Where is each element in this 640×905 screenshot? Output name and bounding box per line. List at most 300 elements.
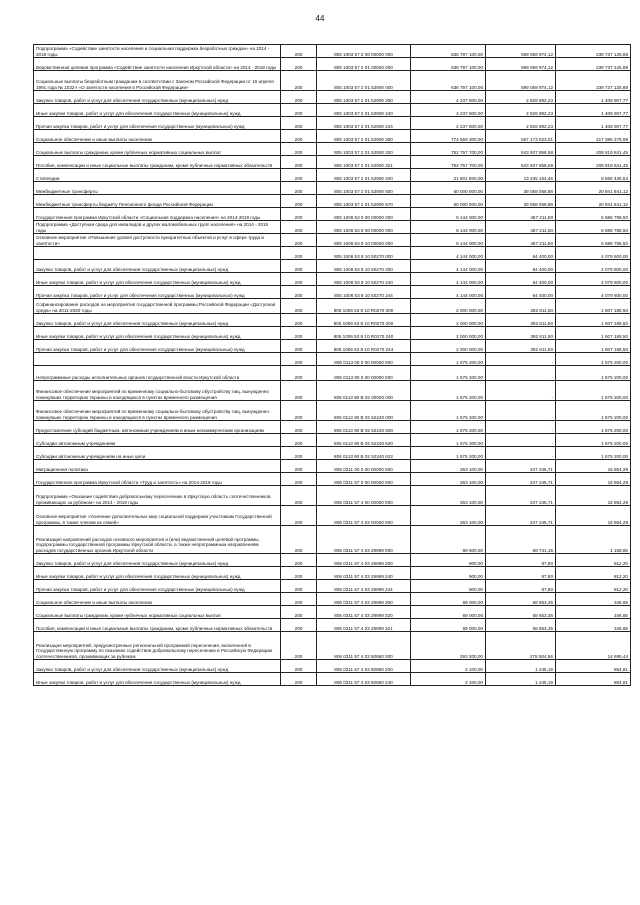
cell-name: Реализация мероприятий, предусмотренных региональной программой переселения, включенной в Государственную программу по оказанию содействия добровольному переселению в Российскую Федерацию соотечественников, проживающих за рубежом bbox=[34, 632, 281, 660]
cell-code2: 805 1003 57 2 01 52900 200 bbox=[317, 91, 411, 104]
cell-code2: 805 1003 57 2 01 52900 300 bbox=[317, 130, 411, 143]
cell-v2: 87,80 bbox=[486, 554, 556, 567]
cell-code2: 805 1003 57 2 01 52900 500 bbox=[317, 182, 411, 195]
cell-v3: 854,81 bbox=[556, 660, 631, 673]
cell-v2: - bbox=[486, 421, 556, 434]
cell-v2: 347 245,71 bbox=[486, 460, 556, 473]
table-body bbox=[34, 45, 631, 686]
cell-name: Ведомственная целевая программа «Содействие занятости населения Иркутской области» на 2014 - 2018 годы bbox=[34, 58, 281, 71]
table-row bbox=[34, 366, 631, 381]
cell-v3: 812,20 bbox=[556, 567, 631, 580]
cell-v3: 15 854,29 bbox=[556, 460, 631, 473]
cell-v3: 1 408 907,77 bbox=[556, 104, 631, 117]
cell-v3: 15 854,29 bbox=[556, 486, 631, 506]
cell-name: Подпрограмма «Доступная среда для инвалидов и других маломобильных групп населения» на 2014 - 2018 годы bbox=[34, 221, 281, 234]
cell-name: Финансовое обеспечение мероприятий по временному социально-бытовому обустройству лиц, вынужденно покинувших территорию Украины и находящихся в пунктах временного размещения bbox=[34, 401, 281, 421]
cell-code2: 805 1003 57 2 01 52900 570 bbox=[317, 195, 411, 208]
cell-v1: 752 757 700,00 bbox=[411, 143, 486, 156]
cell-code1: 200 bbox=[281, 314, 317, 327]
cell-v3: 15 854,29 bbox=[556, 473, 631, 486]
cell-code2: 805 1006 53 8 10 00000 000 bbox=[317, 234, 411, 247]
cell-v2: 392 811,50 bbox=[486, 314, 556, 327]
cell-code2: 806 0311 57 4 03 29999 320 bbox=[317, 606, 411, 619]
cell-name: Финансовое обеспечение мероприятий по временному социально-бытовому обустройству лиц, вынужденно покинувших территорию Украины и находящихся в пунктах временного размещения bbox=[34, 381, 281, 401]
cell-code1: 200 bbox=[281, 632, 317, 660]
table-row bbox=[34, 58, 631, 71]
cell-v1: 2 000 000,00 bbox=[411, 314, 486, 327]
budget-execution-table bbox=[33, 44, 631, 686]
cell-v2: 68 653,35 bbox=[486, 619, 556, 632]
cell-name: Субсидии автономным учреждениям bbox=[34, 434, 281, 447]
table-row bbox=[34, 327, 631, 340]
cell-v2: 64 400,00 bbox=[486, 260, 556, 273]
cell-v2: 2 828 892,23 bbox=[486, 117, 556, 130]
cell-code1: 200 bbox=[281, 401, 317, 421]
cell-v2: 599 059 974,12 bbox=[486, 58, 556, 71]
cell-v1: 60 000 000,00 bbox=[411, 182, 486, 195]
cell-code2: 806 0113 90 В 02 00000 000 bbox=[317, 381, 411, 401]
cell-v2: 2 828 892,23 bbox=[486, 104, 556, 117]
cell-code2: 805 1003 57 2 01 52900 000 bbox=[317, 71, 411, 91]
cell-code1: 200 bbox=[281, 273, 317, 286]
cell-code1: 200 bbox=[281, 221, 317, 234]
cell-code1: 200 bbox=[281, 286, 317, 299]
cell-code1: 200 bbox=[281, 208, 317, 221]
table-row bbox=[34, 260, 631, 273]
cell-v2: 2 828 892,23 bbox=[486, 91, 556, 104]
cell-code2: 805 1003 57 2 00 00000 000 bbox=[317, 45, 411, 58]
cell-v2: 64 400,00 bbox=[486, 286, 556, 299]
cell-v3: 239 737 125,88 bbox=[556, 45, 631, 58]
cell-v2: 543 937 858,58 bbox=[486, 143, 556, 156]
cell-v2: 39 058 058,88 bbox=[486, 195, 556, 208]
cell-code2: 805 1006 53 8 10 R0270 200 bbox=[317, 314, 411, 327]
cell-code2: 806 0311 57 4 03 29999 000 bbox=[317, 526, 411, 554]
cell-name: Иные закупки товаров, работ и услуг для обеспечения государственных (муниципальных) нужд bbox=[34, 104, 281, 117]
table-row bbox=[34, 234, 631, 247]
cell-name: Прочая закупка товаров, работ и услуг для обеспечения государственных (муниципальных) нужд bbox=[34, 580, 281, 593]
table-row bbox=[34, 580, 631, 593]
cell-v2: 557 173 023,01 bbox=[486, 130, 556, 143]
cell-v2: 68 653,35 bbox=[486, 606, 556, 619]
cell-name: Пособия, компенсации и иные социальные выплаты гражданам, кроме публичных нормативных обязательств bbox=[34, 156, 281, 169]
cell-v1: 2 000 000,00 bbox=[411, 327, 486, 340]
cell-v2: 68 653,35 bbox=[486, 593, 556, 606]
cell-v2: - bbox=[486, 434, 556, 447]
cell-v3: 1 408 907,77 bbox=[556, 117, 631, 130]
cell-v3: 1 607 188,50 bbox=[556, 314, 631, 327]
table-row bbox=[34, 221, 631, 234]
cell-v3: 1 675 200,00 bbox=[556, 366, 631, 381]
cell-name: Подпрограмма «Содействие занятости населения и социальная поддержка безработных граждан» на 2014 - 2018 годы bbox=[34, 45, 281, 58]
cell-code1: 200 bbox=[281, 260, 317, 273]
cell-code1: 200 bbox=[281, 247, 317, 260]
cell-v3: 1 675 200,00 bbox=[556, 353, 631, 366]
cell-v3: 1 607 188,50 bbox=[556, 299, 631, 314]
cell-v1: 1 675 200,00 bbox=[411, 401, 486, 421]
cell-v1: 69 000,00 bbox=[411, 619, 486, 632]
table-row bbox=[34, 71, 631, 91]
cell-v1: 900,00 bbox=[411, 580, 486, 593]
cell-name: Подпрограмма «Оказание содействия добровольному переселению в Иркутскую область соотечественников, проживающих за рубежом» на 2014 - 2018 годы bbox=[34, 486, 281, 506]
cell-v3: 217 386 276,99 bbox=[556, 130, 631, 143]
table-row bbox=[34, 208, 631, 221]
cell-v2: 599 059 974,12 bbox=[486, 45, 556, 58]
table-row bbox=[34, 632, 631, 660]
cell-v3: 1 158,85 bbox=[556, 526, 631, 554]
cell-code1: 200 bbox=[281, 554, 317, 567]
cell-v3: 1 675 200,00 bbox=[556, 421, 631, 434]
cell-name: Прочая закупка товаров, работ и услуг для обеспечения государственных (муниципальных) нужд bbox=[34, 117, 281, 130]
table-row bbox=[34, 506, 631, 526]
cell-v1: 4 144 000,00 bbox=[411, 247, 486, 260]
cell-code2: 806 0311 57 4 00 00000 000 bbox=[317, 486, 411, 506]
cell-v3: 208 819 841,45 bbox=[556, 143, 631, 156]
cell-name: Иные закупки товаров, работ и услуг для обеспечения государственных (муниципальных) нужд bbox=[34, 567, 281, 580]
cell-v1: 6 144 000,00 bbox=[411, 208, 486, 221]
cell-v3: 854,81 bbox=[556, 673, 631, 686]
cell-code2: 805 1006 53 8 00 00000 000 bbox=[317, 221, 411, 234]
table-row bbox=[34, 606, 631, 619]
cell-v2: 392 811,50 bbox=[486, 340, 556, 353]
cell-name: Социальные выплаты безработным гражданам в соответствии с Законом Российской Федерации от 19 апреля 1991 года № 1032-I «О занятости населения в Российской Федерации» bbox=[34, 71, 281, 91]
cell-name: Закупка товаров, работ и услуг для обеспечения государственных (муниципальных) нужд bbox=[34, 660, 281, 673]
cell-v3: 1 408 907,77 bbox=[556, 91, 631, 104]
cell-code2: 806 0311 57 0 00 00000 000 bbox=[317, 473, 411, 486]
cell-v3: 1 675 200,00 bbox=[556, 381, 631, 401]
cell-code2: 805 1006 53 8 10 R0270 244 bbox=[317, 340, 411, 353]
cell-v2: 347 245,71 bbox=[486, 486, 556, 506]
cell-name: Закупка товаров, работ и услуг для обеспечения государственных (муниципальных) нужд bbox=[34, 260, 281, 273]
cell-v2: 457 211,50 bbox=[486, 208, 556, 221]
cell-v2: 1 245,19 bbox=[486, 673, 556, 686]
cell-name: Государственная программа Иркутской области «Социальная поддержка населения» на 2014-2018 годы bbox=[34, 208, 281, 221]
cell-v3: 208 819 841,45 bbox=[556, 156, 631, 169]
table-row bbox=[34, 169, 631, 182]
cell-v1: 636 797 100,00 bbox=[411, 58, 486, 71]
cell-v2: - bbox=[486, 447, 556, 460]
cell-v1: 4 144 000,00 bbox=[411, 260, 486, 273]
cell-name: Субсидии автономным учреждениям на иные цели bbox=[34, 447, 281, 460]
cell-v1: 69 000,00 bbox=[411, 606, 486, 619]
cell-v1: 1 675 200,00 bbox=[411, 434, 486, 447]
cell-code1: 200 bbox=[281, 182, 317, 195]
cell-v1: 6 144 000,00 bbox=[411, 221, 486, 234]
cell-v3: 4 079 600,00 bbox=[556, 286, 631, 299]
cell-name: Государственная программа Иркутской области «Труд и занятость» на 2014-2018 годы bbox=[34, 473, 281, 486]
cell-name: Реализация направлений расходов основного мероприятия и (или) ведомственной целевой программы, подпрограммы государственной программы Иркутской области, а также непрограммным направлениям расходов государственных органов Иркутской области bbox=[34, 526, 281, 554]
cell-code1: 200 bbox=[281, 366, 317, 381]
cell-v1: 900,00 bbox=[411, 554, 486, 567]
cell-code2: 806 0311 57 4 03 00000 000 bbox=[317, 506, 411, 526]
cell-code2: 806 0113 90 0 00 00000 000 bbox=[317, 366, 411, 381]
cell-code1: 200 bbox=[281, 104, 317, 117]
cell-v2: 13 235 164,46 bbox=[486, 169, 556, 182]
cell-code1: 200 bbox=[281, 299, 317, 314]
cell-v1: 2 100,00 bbox=[411, 673, 486, 686]
cell-name: Основное мероприятие «Повышение уровня доступности приоритетных объектов и услуг в сфере труда и занятости» bbox=[34, 234, 281, 247]
cell-name: Закупка товаров, работ и услуг для обеспечения государственных (муниципальных) нужд bbox=[34, 314, 281, 327]
cell-code1: 200 bbox=[281, 673, 317, 686]
cell-code2: 805 1003 57 2 01 52900 340 bbox=[317, 169, 411, 182]
cell-code2: 805 1003 57 2 01 52900 240 bbox=[317, 104, 411, 117]
cell-code1: 200 bbox=[281, 606, 317, 619]
cell-code2: 806 0113 90 В 02 52240 622 bbox=[317, 447, 411, 460]
cell-code1: 200 bbox=[281, 353, 317, 366]
cell-v3: 346,65 bbox=[556, 606, 631, 619]
cell-v2: 543 937 858,58 bbox=[486, 156, 556, 169]
cell-code2: 806 0311 57 4 03 29999 240 bbox=[317, 567, 411, 580]
cell-v2: 278 504,56 bbox=[486, 632, 556, 660]
cell-v3: 4 079 600,00 bbox=[556, 247, 631, 260]
cell-v3: 346,65 bbox=[556, 619, 631, 632]
cell-code2: 805 1003 57 2 01 00000 000 bbox=[317, 58, 411, 71]
cell-v1: 363 100,00 bbox=[411, 506, 486, 526]
cell-code1: 200 bbox=[281, 567, 317, 580]
cell-code1: 200 bbox=[281, 234, 317, 247]
cell-name: Прочая закупка товаров, работ и услуг для обеспечения государственных (муниципальных) нужд bbox=[34, 286, 281, 299]
cell-code1: 200 bbox=[281, 327, 317, 340]
table-row bbox=[34, 286, 631, 299]
cell-name bbox=[34, 353, 281, 366]
cell-code2: 805 1006 53 8 10 50270 240 bbox=[317, 273, 411, 286]
cell-code1: 200 bbox=[281, 130, 317, 143]
cell-v1: 2 100,00 bbox=[411, 660, 486, 673]
cell-code2: 806 0311 57 4 03 29999 200 bbox=[317, 554, 411, 567]
cell-code2: 805 1003 57 2 01 52900 321 bbox=[317, 156, 411, 169]
cell-code2: 806 0113 90 В 02 52240 620 bbox=[317, 434, 411, 447]
cell-v1: 1 675 200,00 bbox=[411, 353, 486, 366]
cell-v1: 21 801 600,00 bbox=[411, 169, 486, 182]
cell-v2: 457 211,50 bbox=[486, 221, 556, 234]
cell-code2: 805 1006 53 8 10 50270 200 bbox=[317, 260, 411, 273]
cell-v1: 4 144 000,00 bbox=[411, 286, 486, 299]
cell-code1: 200 bbox=[281, 486, 317, 506]
cell-code2: 805 1003 57 2 01 52900 244 bbox=[317, 117, 411, 130]
table-row bbox=[34, 299, 631, 314]
cell-name: Иные закупки товаров, работ и услуг для обеспечения государственных (муниципальных) нужд bbox=[34, 673, 281, 686]
table-row bbox=[34, 401, 631, 421]
table-row bbox=[34, 593, 631, 606]
cell-code2: 806 0311 00 0 00 00000 000 bbox=[317, 460, 411, 473]
cell-v1: 1 675 200,00 bbox=[411, 447, 486, 460]
cell-v3: 5 686 788,50 bbox=[556, 234, 631, 247]
cell-v1: 4 237 800,00 bbox=[411, 117, 486, 130]
cell-name: Закупка товаров, работ и услуг для обеспечения государственных (муниципальных) нужд bbox=[34, 554, 281, 567]
table-row bbox=[34, 91, 631, 104]
cell-v3: 1 607 188,50 bbox=[556, 327, 631, 340]
cell-code1: 200 bbox=[281, 526, 317, 554]
cell-v1: 69 000,00 bbox=[411, 593, 486, 606]
cell-v3: 239 737 125,88 bbox=[556, 58, 631, 71]
cell-v2: 68 741,15 bbox=[486, 526, 556, 554]
table-row bbox=[34, 660, 631, 673]
cell-v2: 87,80 bbox=[486, 567, 556, 580]
cell-code1: 200 bbox=[281, 195, 317, 208]
cell-code1: 200 bbox=[281, 169, 317, 182]
cell-v1: 4 237 800,00 bbox=[411, 104, 486, 117]
cell-code2: 806 0113 90 В 02 52240 600 bbox=[317, 421, 411, 434]
cell-v1: 774 559 300,00 bbox=[411, 130, 486, 143]
cell-code1: 200 bbox=[281, 506, 317, 526]
cell-name: Социальные выплаты гражданам, кроме публичных нормативных социальных выплат bbox=[34, 143, 281, 156]
table-row bbox=[34, 381, 631, 401]
table-row bbox=[34, 45, 631, 58]
cell-v3: 1 607 188,50 bbox=[556, 340, 631, 353]
cell-code1: 200 bbox=[281, 71, 317, 91]
table-row bbox=[34, 195, 631, 208]
cell-name: Иные закупки товаров, работ и услуг для обеспечения государственных (муниципальных) нужд bbox=[34, 327, 281, 340]
cell-v2: 1 245,19 bbox=[486, 660, 556, 673]
cell-code1: 200 bbox=[281, 660, 317, 673]
cell-code2: 806 0311 57 4 03 50860 240 bbox=[317, 673, 411, 686]
cell-code1: 200 bbox=[281, 460, 317, 473]
cell-v3: 20 941 941,12 bbox=[556, 195, 631, 208]
cell-v3: 15 854,29 bbox=[556, 506, 631, 526]
cell-code2: 806 0113 90 В 02 52240 000 bbox=[317, 401, 411, 421]
cell-v3: 5 686 788,50 bbox=[556, 221, 631, 234]
cell-v3: 1 675 200,00 bbox=[556, 434, 631, 447]
cell-code1: 200 bbox=[281, 117, 317, 130]
cell-v2: 39 058 058,88 bbox=[486, 182, 556, 195]
cell-name: Предоставление субсидий бюджетным, автономным учреждениям и иным некоммерческим организациям bbox=[34, 421, 281, 434]
cell-v3: 812,20 bbox=[556, 554, 631, 567]
cell-v2: 64 400,00 bbox=[486, 273, 556, 286]
table-row bbox=[34, 486, 631, 506]
table-row bbox=[34, 117, 631, 130]
cell-name: Софинансирование расходов на мероприятия государственной программы Российской Федерации «Доступная среда» на 2011-2020 годы bbox=[34, 299, 281, 314]
cell-v3: 4 079 600,00 bbox=[556, 273, 631, 286]
cell-code2: 805 1006 53 8 10 R0270 240 bbox=[317, 327, 411, 340]
cell-code2: 805 1003 57 2 01 52900 320 bbox=[317, 143, 411, 156]
cell-v1: 2 000 000,00 bbox=[411, 340, 486, 353]
cell-name: Социальные выплаты гражданам, кроме публичных нормативных социальных выплат bbox=[34, 606, 281, 619]
cell-code2: 806 0311 57 4 03 29999 244 bbox=[317, 580, 411, 593]
cell-v2: 347 245,71 bbox=[486, 506, 556, 526]
cell-code1: 200 bbox=[281, 619, 317, 632]
cell-v3: 239 737 125,88 bbox=[556, 71, 631, 91]
cell-v1: 1 675 200,00 bbox=[411, 421, 486, 434]
cell-code2: 805 1006 53 8 10 50270 244 bbox=[317, 286, 411, 299]
cell-code2: 806 0311 57 4 03 29999 321 bbox=[317, 619, 411, 632]
cell-v1: 752 757 700,00 bbox=[411, 156, 486, 169]
cell-code2: 806 0311 57 4 03 50860 000 bbox=[317, 632, 411, 660]
cell-v1: 363 100,00 bbox=[411, 473, 486, 486]
cell-name: Прочая закупка товаров, работ и услуг для обеспечения государственных (муниципальных) нужд bbox=[34, 340, 281, 353]
cell-code1: 200 bbox=[281, 58, 317, 71]
cell-v1: 363 100,00 bbox=[411, 460, 486, 473]
cell-v1: 636 797 100,00 bbox=[411, 71, 486, 91]
cell-v2: 87,80 bbox=[486, 580, 556, 593]
cell-v3: 812,20 bbox=[556, 580, 631, 593]
table-row bbox=[34, 340, 631, 353]
cell-v2: 599 059 974,12 bbox=[486, 71, 556, 91]
table-row bbox=[34, 353, 631, 366]
cell-code1: 200 bbox=[281, 45, 317, 58]
table-row bbox=[34, 554, 631, 567]
cell-code1: 200 bbox=[281, 143, 317, 156]
cell-v1: 363 100,00 bbox=[411, 486, 486, 506]
cell-v2: - bbox=[486, 353, 556, 366]
cell-v1: 293 200,00 bbox=[411, 632, 486, 660]
cell-name: Социальное обеспечение и иные выплаты населению bbox=[34, 130, 281, 143]
table-row bbox=[34, 619, 631, 632]
cell-v2: 392 811,50 bbox=[486, 327, 556, 340]
cell-name: Социальное обеспечение и иные выплаты населению bbox=[34, 593, 281, 606]
cell-name: Иные закупки товаров, работ и услуг для обеспечения государственных (муниципальных) нужд bbox=[34, 273, 281, 286]
table-row bbox=[34, 314, 631, 327]
cell-v2: 64 400,00 bbox=[486, 247, 556, 260]
table-row bbox=[34, 447, 631, 460]
cell-code2: 805 1006 53 8 10 R0270 000 bbox=[317, 299, 411, 314]
cell-v2: - bbox=[486, 381, 556, 401]
cell-v1: 60 000 000,00 bbox=[411, 195, 486, 208]
table-row bbox=[34, 182, 631, 195]
cell-v3: 8 566 435,54 bbox=[556, 169, 631, 182]
table-row bbox=[34, 247, 631, 260]
cell-v3: 5 686 788,50 bbox=[556, 208, 631, 221]
cell-code1: 200 bbox=[281, 340, 317, 353]
cell-v1: 4 144 000,00 bbox=[411, 273, 486, 286]
cell-v1: 900,00 bbox=[411, 567, 486, 580]
cell-code1: 200 bbox=[281, 421, 317, 434]
cell-v1: 4 237 800,00 bbox=[411, 91, 486, 104]
table-row bbox=[34, 526, 631, 554]
table-row bbox=[34, 130, 631, 143]
cell-code1: 200 bbox=[281, 473, 317, 486]
cell-v3: 20 941 941,12 bbox=[556, 182, 631, 195]
cell-name: Стипендии bbox=[34, 169, 281, 182]
cell-v3: 4 079 600,00 bbox=[556, 260, 631, 273]
cell-v1: 636 797 100,00 bbox=[411, 45, 486, 58]
table-row bbox=[34, 156, 631, 169]
cell-v1: 1 675 200,00 bbox=[411, 366, 486, 381]
table-row bbox=[34, 434, 631, 447]
cell-v3: 1 675 200,00 bbox=[556, 401, 631, 421]
table-row bbox=[34, 460, 631, 473]
cell-code1: 200 bbox=[281, 381, 317, 401]
table-row bbox=[34, 473, 631, 486]
cell-v2: - bbox=[486, 401, 556, 421]
cell-name: Закупка товаров, работ и услуг для обеспечения государственных (муниципальных) нужд bbox=[34, 91, 281, 104]
cell-code2: 806 0113 00 0 00 00000 000 bbox=[317, 353, 411, 366]
cell-code2: 805 1006 53 0 00 00000 000 bbox=[317, 208, 411, 221]
cell-code2: 806 0311 57 4 03 50860 200 bbox=[317, 660, 411, 673]
cell-code1: 200 bbox=[281, 156, 317, 169]
cell-v2: 347 245,71 bbox=[486, 473, 556, 486]
cell-code1: 200 bbox=[281, 434, 317, 447]
cell-v2: 457 211,50 bbox=[486, 234, 556, 247]
table-row bbox=[34, 673, 631, 686]
cell-v1: 2 000 000,00 bbox=[411, 299, 486, 314]
table-row bbox=[34, 421, 631, 434]
cell-name: Пособия, компенсации и иные социальные выплаты гражданам, кроме публичных нормативных обязательств bbox=[34, 619, 281, 632]
cell-v2: - bbox=[486, 366, 556, 381]
cell-code1: 200 bbox=[281, 593, 317, 606]
cell-name: Миграционная политика bbox=[34, 460, 281, 473]
cell-code1: 200 bbox=[281, 580, 317, 593]
cell-v2: 392 811,50 bbox=[486, 299, 556, 314]
cell-name: Межбюджетные трансферты бюджету Пенсионного фонда Российской Федерации bbox=[34, 195, 281, 208]
cell-name: Межбюджетные трансферты bbox=[34, 182, 281, 195]
cell-v3: 346,65 bbox=[556, 593, 631, 606]
cell-code1: 200 bbox=[281, 91, 317, 104]
cell-name bbox=[34, 247, 281, 260]
table-row bbox=[34, 273, 631, 286]
cell-code2: 805 1006 53 8 10 50270 000 bbox=[317, 247, 411, 260]
cell-code2: 806 0311 57 4 03 29999 300 bbox=[317, 593, 411, 606]
page-number: 44 bbox=[315, 14, 325, 23]
